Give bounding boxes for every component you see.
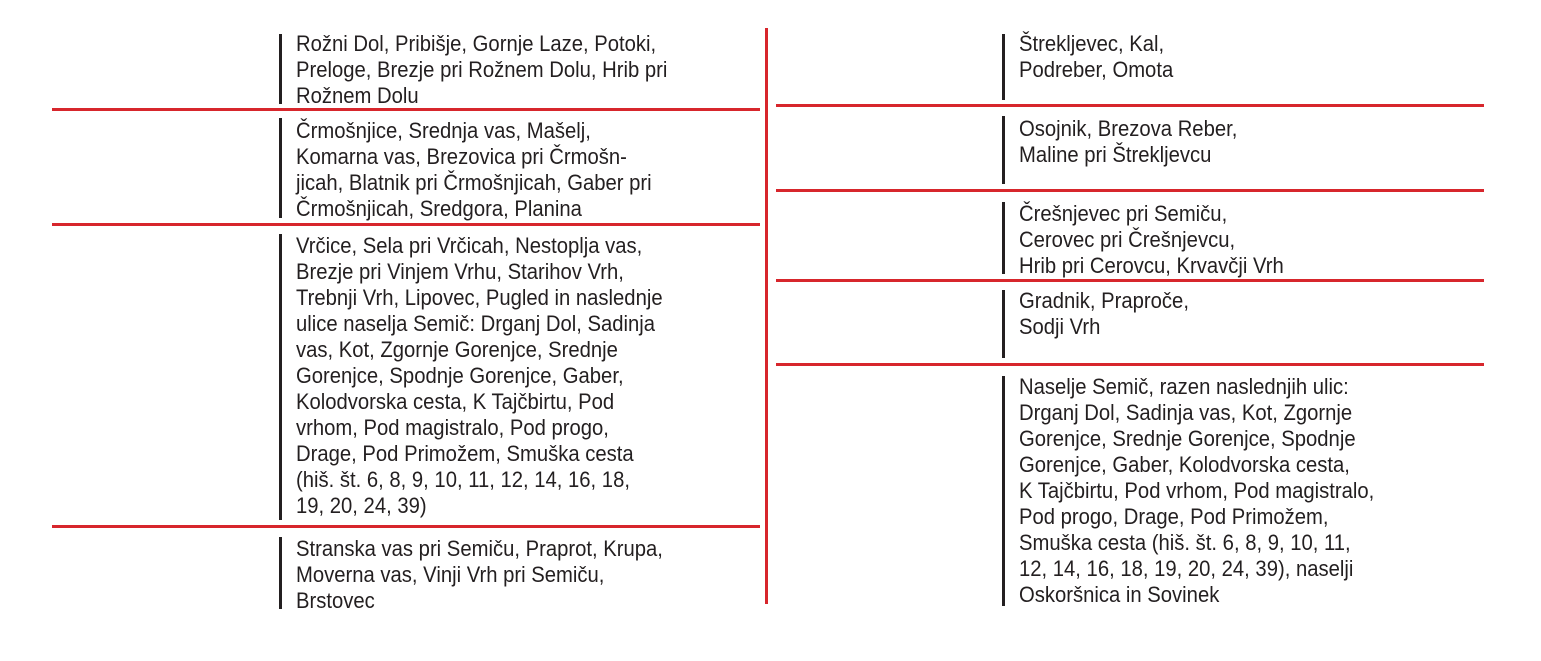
area-5-places: Štrekljevec, Kal, Podreber, Omota bbox=[1019, 31, 1174, 82]
area-8-places: Gradnik, Praproče, Sodji Vrh bbox=[1019, 288, 1189, 339]
area-5-separator bbox=[1002, 34, 1005, 100]
area-3-separator bbox=[279, 234, 282, 520]
area-1-places: Rožni Dol, Pribišje, Gornje Laze, Potoki, Preloge, Brezje pri Rožnem Dolu, Hrib pri Rožnem Dolu bbox=[296, 31, 668, 108]
area-2-places: Črmošnjice, Srednja vas, Mašelj, Komarna vas, Brezovica pri Črmošn- jicah, Blatnik pri Črmošnjicah, Gaber pri Črmošnjicah, Sredgora, Planina bbox=[296, 118, 652, 221]
area-2-separator bbox=[279, 118, 282, 218]
area-7-places: Črešnjevec pri Semiču, Cerovec pri Črešnjevcu, Hrib pri Cerovcu, Krvavčji Vrh bbox=[1019, 201, 1284, 278]
divider-right-1 bbox=[776, 104, 1484, 107]
divider-left-2 bbox=[52, 223, 760, 226]
area-1-separator bbox=[279, 34, 282, 104]
area-8-separator bbox=[1002, 290, 1005, 358]
area-4-places: Stranska vas pri Semiču, Praprot, Krupa, Moverna vas, Vinji Vrh pri Semiču, Brstovec bbox=[296, 536, 663, 613]
divider-left-3 bbox=[52, 525, 760, 528]
column-divider bbox=[765, 28, 768, 604]
divider-right-4 bbox=[776, 363, 1484, 366]
area-7-separator bbox=[1002, 202, 1005, 274]
area-6-separator bbox=[1002, 116, 1005, 184]
area-9-places: Naselje Semič, razen naslednjih ulic: Drganj Dol, Sadinja vas, Kot, Zgornje Gorenjce, Srednje Gorenjce, Spodnje Gorenjce, Gaber, Kolodvorska cesta, K Tajčbirtu, Pod vrhom, Pod magistralo, Pod progo, Drage, Pod Primožem, Smuška cesta (hiš. št. 6, 8, 9, 10, 11, 12, 14, 16, 18, 19, 20, 24, 39), naselji Oskoršnica in Sovinek bbox=[1019, 374, 1375, 607]
divider-right-2 bbox=[776, 189, 1484, 192]
area-3-places: Vrčice, Sela pri Vrčicah, Nestoplja vas, Brezje pri Vinjem Vrhu, Starihov Vrh, Trebnji Vrh, Lipovec, Pugled in naslednje ulice naselja Semič: Drganj Dol, Sadinja vas, Kot, Zgornje Gorenjce, Srednje Gorenjce, Spodnje Gorenjce, Gaber, Kolodvorska cesta, K Tajčbirtu, Pod vrhom, Pod magistralo, Pod progo, Drage, Pod Primožem, Smuška cesta (hiš. št. 6, 8, 9, 10, 11, 12, 14, 16, 18, 19, 20, 24, 39) bbox=[296, 233, 663, 518]
area-4-separator bbox=[279, 537, 282, 609]
area-9-separator bbox=[1002, 376, 1005, 606]
divider-right-3 bbox=[776, 279, 1484, 282]
area-6-places: Osojnik, Brezova Reber, Maline pri Štrekljevcu bbox=[1019, 116, 1238, 167]
